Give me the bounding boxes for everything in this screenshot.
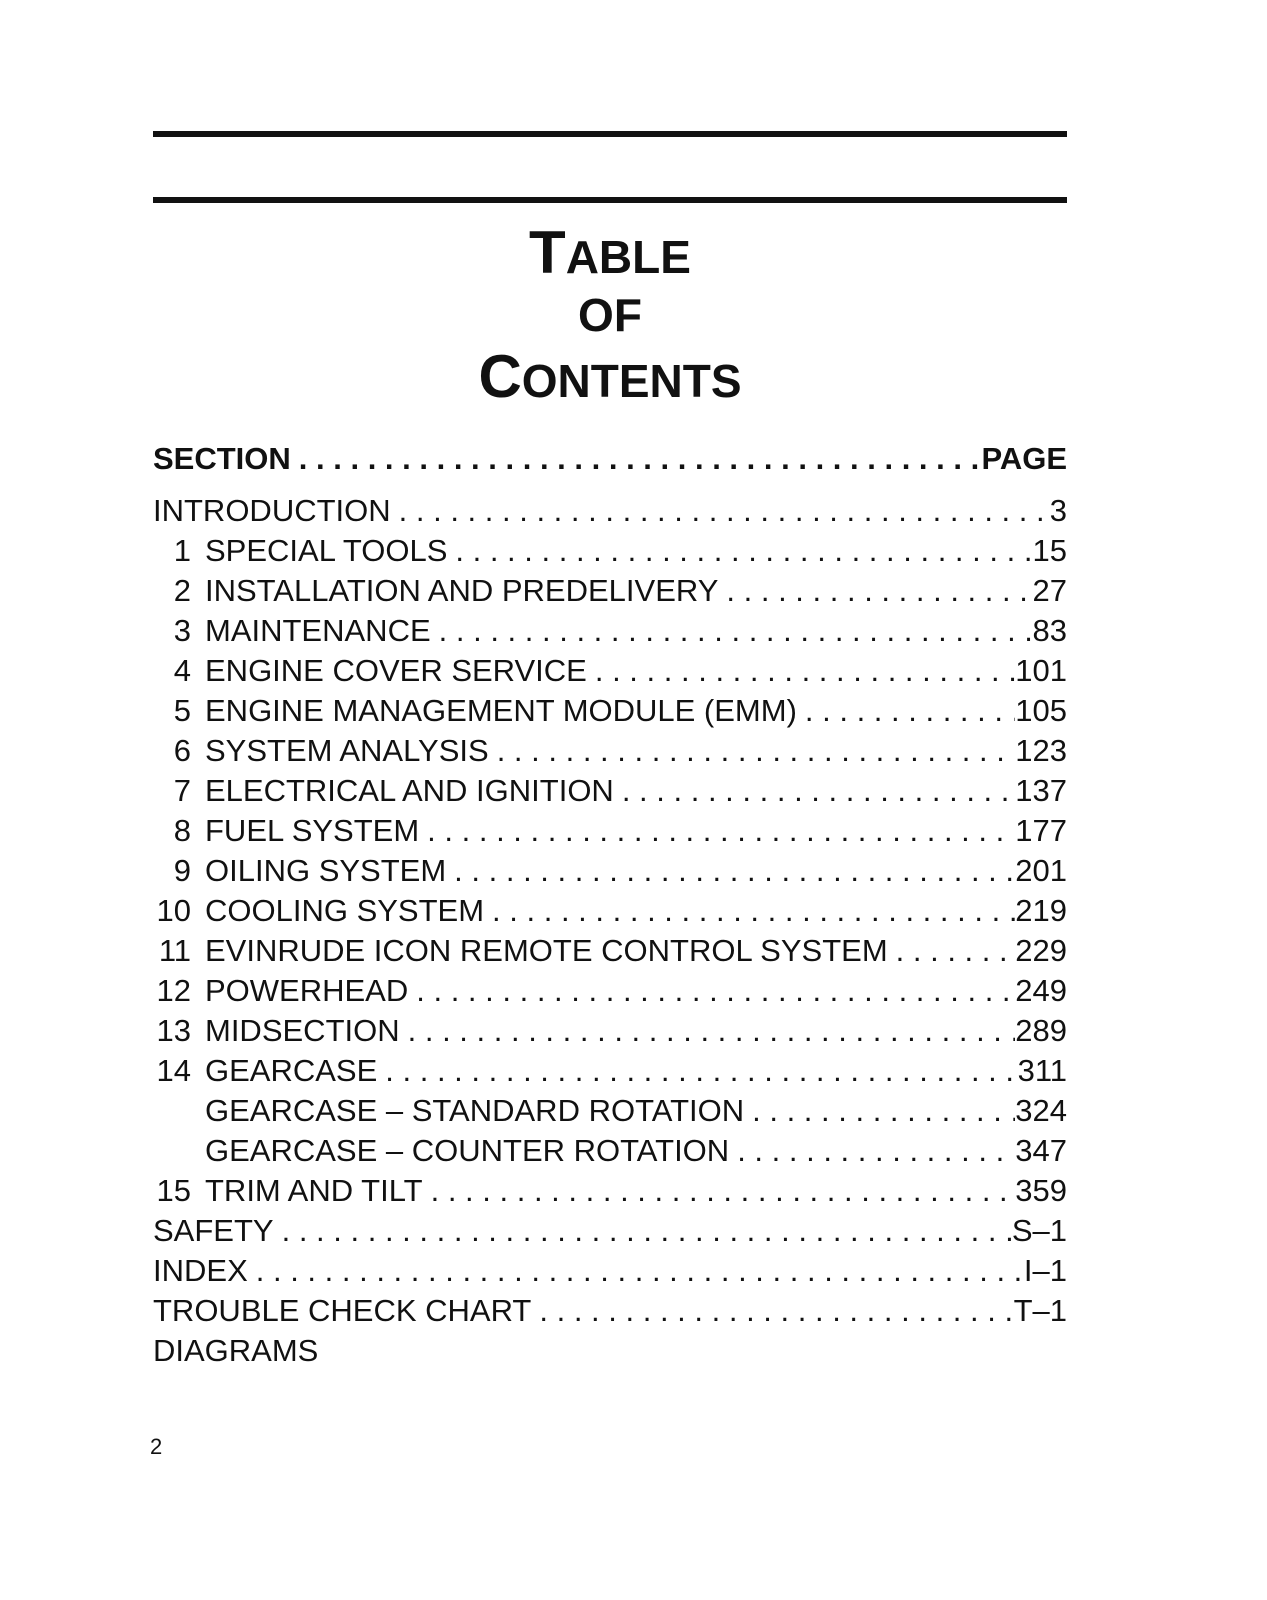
section-number: 5 xyxy=(173,693,191,728)
toc-entry[interactable] xyxy=(153,1253,1067,1293)
toc-entry[interactable] xyxy=(153,733,1067,773)
section-number: 2 xyxy=(173,573,191,608)
section-title: SPECIAL TOOLS xyxy=(205,533,448,568)
section-title: ENGINE MANAGEMENT MODULE (EMM) xyxy=(205,693,797,728)
page-heading: PAGE xyxy=(981,441,1067,476)
section-title: OILING SYSTEM xyxy=(205,853,447,888)
section-title: GEARCASE xyxy=(205,1053,378,1088)
leader-dots xyxy=(744,1093,1015,1129)
toc-entry[interactable] xyxy=(153,1213,1067,1253)
page-ref: I–1 xyxy=(1023,1253,1067,1288)
leader-dots xyxy=(446,853,1015,889)
top-rule xyxy=(153,131,1067,137)
toc-entry[interactable] xyxy=(153,813,1067,853)
section-title: EVINRUDE ICON REMOTE CONTROL SYSTEM xyxy=(205,933,888,968)
toc-entry[interactable] xyxy=(153,693,1067,733)
section-title: INSTALLATION AND PREDELIVERY xyxy=(205,573,719,608)
table-of-contents xyxy=(153,441,1067,1373)
leader-dots xyxy=(614,773,1015,809)
title-line-1: TABLE xyxy=(529,219,691,286)
leader-dots xyxy=(531,1293,1013,1329)
section-number: 11 xyxy=(158,933,191,968)
toc-entry[interactable] xyxy=(153,653,1067,693)
leader-dots xyxy=(718,573,1032,609)
second-rule xyxy=(153,197,1067,203)
toc-entry[interactable] xyxy=(153,773,1067,813)
toc-entry[interactable] xyxy=(153,613,1067,653)
section-title: COOLING SYSTEM xyxy=(205,893,485,928)
section-number: 15 xyxy=(156,1173,191,1208)
toc-entry[interactable] xyxy=(153,1333,1067,1373)
title-line-3: CONTENTS xyxy=(478,343,742,410)
section-title: MIDSECTION xyxy=(205,1013,400,1048)
section-number: 13 xyxy=(156,1013,191,1048)
page-ref: 3 xyxy=(1049,493,1067,528)
leader-dots xyxy=(419,813,1015,849)
page-ref: 324 xyxy=(1015,1093,1067,1128)
page-ref: 105 xyxy=(1015,693,1067,728)
section-number: 4 xyxy=(173,653,191,688)
page-ref: 123 xyxy=(1015,733,1067,768)
page-ref: 311 xyxy=(1017,1053,1067,1088)
page-title xyxy=(153,219,1067,410)
section-number: 6 xyxy=(173,733,191,768)
leader-dots xyxy=(484,893,1015,929)
leader-dots xyxy=(587,653,1015,689)
page-ref: 101 xyxy=(1015,653,1067,688)
leader-dots xyxy=(431,613,1033,649)
section-title: MAINTENANCE xyxy=(205,613,431,648)
section-number: 12 xyxy=(156,973,191,1008)
page-ref: 83 xyxy=(1032,613,1067,648)
leader-dots xyxy=(423,1173,1016,1209)
leader-dots xyxy=(489,733,1016,769)
section-title: ELECTRICAL AND IGNITION xyxy=(205,773,614,808)
section-number: 7 xyxy=(173,773,191,808)
toc-entry[interactable] xyxy=(153,493,1067,533)
section-title: INDEX xyxy=(153,1253,248,1288)
leader-dots xyxy=(888,933,1016,969)
page-ref: T–1 xyxy=(1013,1293,1067,1328)
toc-entry[interactable] xyxy=(153,1293,1067,1333)
page-ref: 201 xyxy=(1015,853,1067,888)
section-title: FUEL SYSTEM xyxy=(205,813,420,848)
section-title: SYSTEM ANALYSIS xyxy=(205,733,489,768)
section-title: GEARCASE – STANDARD ROTATION xyxy=(205,1093,745,1128)
leader-dots xyxy=(400,1013,1016,1049)
page-ref: 219 xyxy=(1015,893,1067,928)
toc-entry[interactable] xyxy=(153,853,1067,893)
page-ref: 27 xyxy=(1032,573,1067,608)
toc-entries xyxy=(153,493,1067,1373)
page-ref: 359 xyxy=(1015,1173,1067,1208)
section-number: 8 xyxy=(173,813,191,848)
page-ref: 289 xyxy=(1015,1013,1067,1048)
section-number: 10 xyxy=(156,893,191,928)
page-ref: S–1 xyxy=(1011,1213,1067,1248)
leader-dots xyxy=(729,1133,1015,1169)
leader-dots xyxy=(248,1253,1024,1289)
section-title: TROUBLE CHECK CHART xyxy=(153,1293,532,1328)
page-ref: 347 xyxy=(1015,1133,1067,1168)
toc-entry[interactable] xyxy=(153,533,1067,573)
section-title: POWERHEAD xyxy=(205,973,409,1008)
toc-entry[interactable] xyxy=(153,1173,1067,1213)
toc-entry[interactable] xyxy=(153,973,1067,1013)
leader-dots xyxy=(447,533,1032,569)
section-heading: SECTION xyxy=(153,441,291,476)
page-ref: 249 xyxy=(1015,973,1067,1008)
leader-dots xyxy=(274,1213,1012,1249)
page-number: 2 xyxy=(150,1434,163,1459)
leader-dots xyxy=(391,493,1050,529)
leader-dots xyxy=(797,693,1015,729)
toc-entry[interactable] xyxy=(153,1053,1067,1093)
section-number: 3 xyxy=(173,613,191,648)
section-title: SAFETY xyxy=(153,1213,274,1248)
section-number: 14 xyxy=(156,1053,191,1088)
title-line-2: OF xyxy=(578,289,642,341)
page-ref: 137 xyxy=(1015,773,1067,808)
toc-entry[interactable] xyxy=(153,893,1067,933)
section-title: GEARCASE – COUNTER ROTATION xyxy=(205,1133,730,1168)
toc-entry[interactable] xyxy=(153,933,1067,973)
toc-header xyxy=(153,441,1067,493)
leader-dots xyxy=(377,1053,1017,1089)
toc-entry[interactable] xyxy=(153,1013,1067,1053)
toc-entry[interactable] xyxy=(153,573,1067,613)
page-ref: 177 xyxy=(1015,813,1067,848)
section-title: TRIM AND TILT xyxy=(205,1173,423,1208)
section-title: INTRODUCTION xyxy=(153,493,391,528)
section-title: DIAGRAMS xyxy=(153,1333,319,1368)
section-number: 9 xyxy=(173,853,191,888)
section-title: ENGINE COVER SERVICE xyxy=(205,653,587,688)
toc-entry[interactable] xyxy=(153,1093,1067,1133)
leader-dots xyxy=(408,973,1015,1009)
page-ref: 229 xyxy=(1015,933,1067,968)
section-number: 1 xyxy=(173,533,191,568)
toc-entry[interactable] xyxy=(153,1133,1067,1173)
leader-dots xyxy=(291,441,982,477)
page-ref: 15 xyxy=(1032,533,1067,568)
